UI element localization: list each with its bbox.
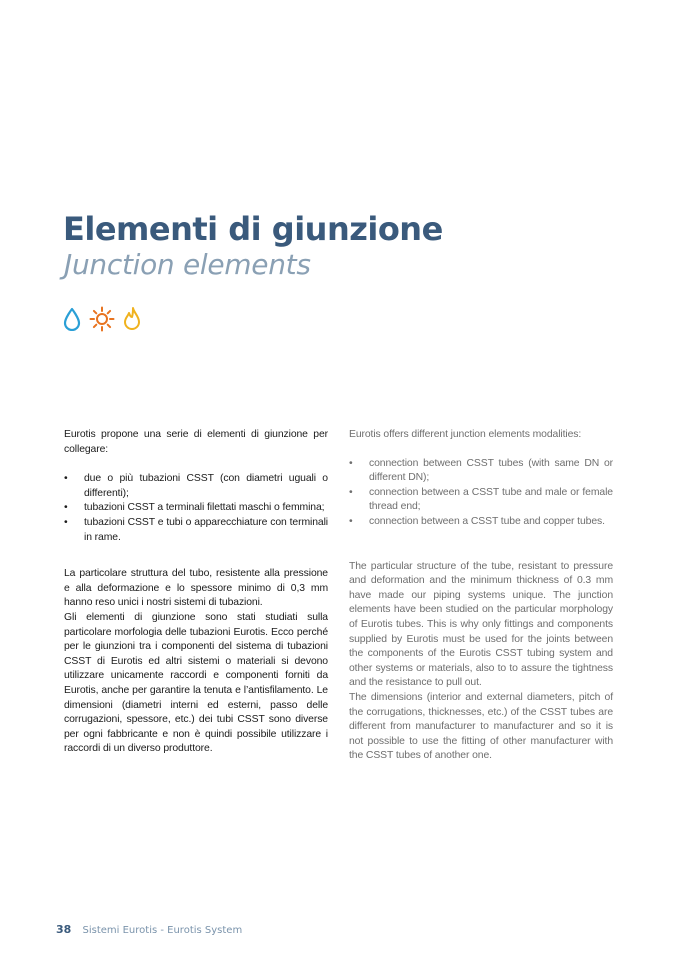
english-paragraph-2: The dimensions (interior and external diameters, pitch of the corrugations, thicknesses, etc.) of the CSST tubes are different from manufacturer to manufacturer and so it is not possible to use the fitting of other manufacturer with the CSST tubes of another one. <box>349 691 613 762</box>
list-item: • due o più tubazioni CSST (con diametri uguali o differenti); <box>64 472 328 501</box>
english-column <box>349 428 613 764</box>
list-item: • connection between a CSST tube and male or female thread end; <box>349 486 613 515</box>
flame-icon <box>122 306 142 332</box>
italian-intro: Eurotis propone una serie di elementi di giunzione per collegare: <box>64 429 328 455</box>
italian-bullet-list <box>64 472 328 545</box>
list-item: • connection between CSST tubes (with same DN or different DN); <box>349 457 613 486</box>
english-intro: Eurotis offers different junction elements modalities: <box>349 429 582 440</box>
italian-column <box>64 428 328 757</box>
list-item: • tubazioni CSST a terminali filettati maschi o femmina; <box>64 501 328 516</box>
list-item: • tubazioni CSST e tubi o apparecchiature con terminali in rame. <box>64 516 328 545</box>
list-item: • connection between a CSST tube and copper tubes. <box>349 515 613 530</box>
page-subtitle: Junction elements <box>64 248 311 281</box>
english-paragraph-1: The particular structure of the tube, resistant to pressure and deformation and the minimum thickness of 0.3 mm have made our piping systems unique. The junction elements have been studied on the particular morphology of Eurotis tubes. This is why only fittings and components supplied by Eurotis must be used for the joints between the components of the Eurotis CSST tubing system and other systems or materials, also to to assure the tightness and the resistance to pull out. <box>349 560 613 689</box>
page-title: Elementi di giunzione <box>63 210 443 248</box>
page-footer <box>56 923 242 936</box>
italian-paragraph-2: Gli elementi di giunzione sono stati studiati sulla particolare morfologia delle tubazioni Eurotis. Ecco perché per le giunzioni tra i componenti del sistema di tubazioni CSST di Eurotis ed altri sistemi o materiali si devono utilizzare unicamente raccordi e componenti forniti da Eurotis, anche per garantire la tenuta e l’antisfilamento. Le dimensioni (diametri interni ed esterni, passo delle corrugazioni, spessore, etc.) dei tubi CSST sono diverse per ogni fabbricante e non è quindi possibile utilizzare i raccordi di un diverso produttore. <box>64 611 328 755</box>
footer-text: Sistemi Eurotis - Eurotis System <box>82 925 243 936</box>
water-drop-icon <box>62 307 82 331</box>
sun-icon <box>89 306 115 332</box>
italian-paragraph-1: La particolare struttura del tubo, resistente alla pressione e alla deformazione e lo spessore minimo di 0,3 mm hanno reso unici i nostri sistemi di tubazioni. <box>64 568 328 609</box>
application-icons <box>62 306 142 332</box>
page-number: 38 <box>56 923 72 936</box>
english-bullet-list <box>349 457 613 530</box>
